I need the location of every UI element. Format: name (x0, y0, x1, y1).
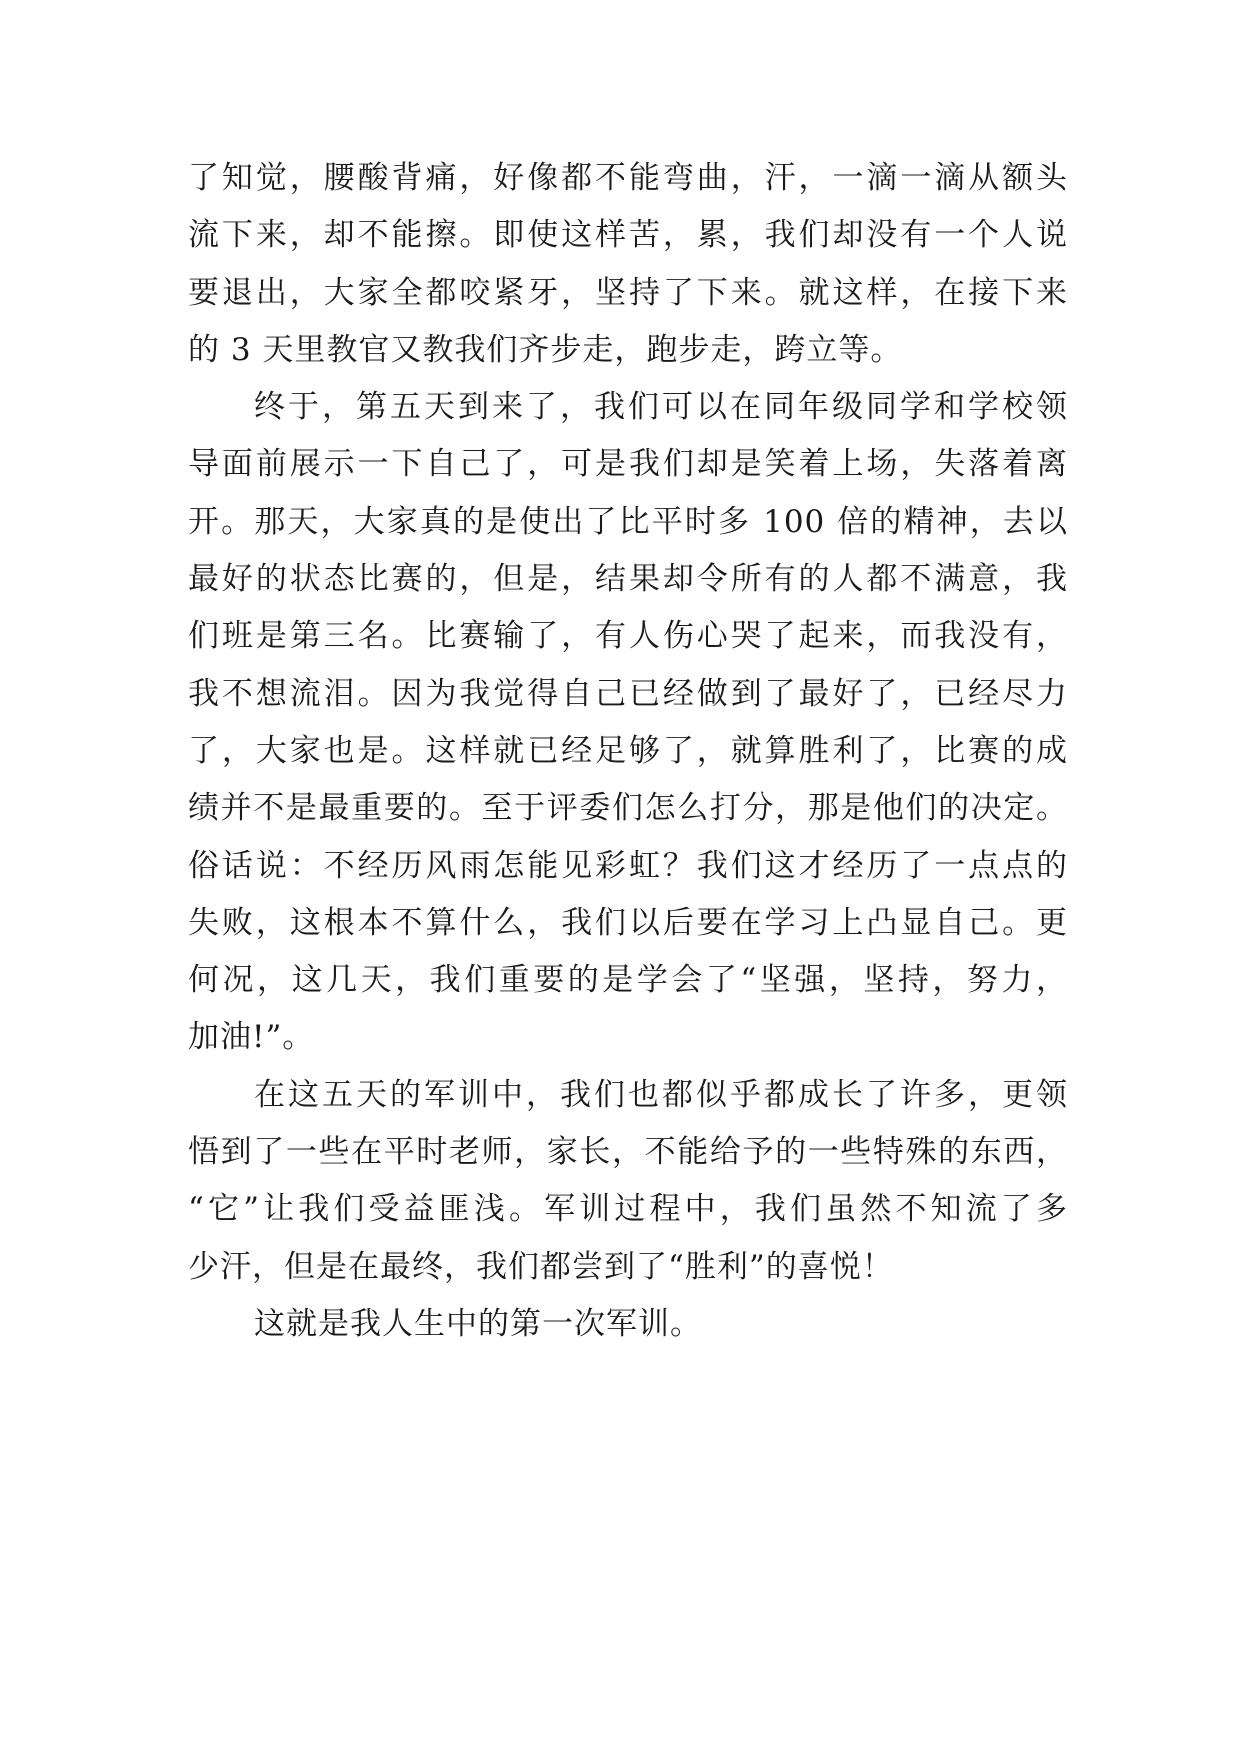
text-line: 了知觉，腰酸背痛，好像都不能弯曲，汗，一滴一滴从额头 (188, 160, 1068, 196)
text-line: 导面前展示一下自己了，可是我们却是笑着上场，失落着离 (188, 446, 1068, 483)
text-line: “它”让我们受益匪浅。军训过程中，我们虽然不知流了多 (188, 1191, 1068, 1228)
text-line: 失败，这根本不算什么，我们以后要在学习上凸显自己。更 (188, 904, 1068, 941)
paragraph-start-line: 终于，第五天到来了，我们可以在同年级同学和学校领 (254, 389, 1068, 426)
essay-body (188, 150, 1068, 1353)
text-line: 少汗，但是在最终，我们都尝到了“胜利”的喜悦！ (188, 1248, 894, 1285)
text-line: 们班是第三名。比赛输了，有人伤心哭了起来，而我没有， (188, 618, 1068, 655)
text-line: 了，大家也是。这样就已经足够了，就算胜利了，比赛的成 (188, 732, 1068, 769)
text-line: 悟到了一些在平时老师，家长，不能给予的一些特殊的东西， (188, 1134, 1068, 1171)
text-line: 最好的状态比赛的，但是，结果却令所有的人都不满意，我 (188, 561, 1068, 598)
text-line: 开。那天，大家真的是使出了比平时多 100 倍的精神，去以 (188, 503, 1068, 540)
text-line: 要退出，大家全都咬紧牙，坚持了下来。就这样，在接下来 (188, 274, 1068, 311)
text-line: 何况，这几天，我们重要的是学会了“坚强，坚持，努力， (188, 962, 1068, 999)
text-line: 我不想流泪。因为我觉得自己已经做到了最好了，已经尽力 (188, 675, 1068, 712)
text-line: 绩并不是最重要的。至于评委们怎么打分，那是他们的决定。 (188, 790, 1068, 827)
text-line: 流下来，却不能擦。即使这样苦，累，我们却没有一个人说 (188, 217, 1068, 254)
paragraph-start-line: 这就是我人生中的第一次军训。 (254, 1305, 702, 1342)
text-line: 加油!”。 (188, 1019, 315, 1056)
text-line: 俗话说：不经历风雨怎能见彩虹？我们这才经历了一点点的 (188, 847, 1068, 884)
paragraph-start-line: 在这五天的军训中，我们也都似乎都成长了许多，更领 (254, 1076, 1068, 1113)
text-line: 的 3 天里教官又教我们齐步走，跑步走，跨立等。 (188, 331, 903, 368)
